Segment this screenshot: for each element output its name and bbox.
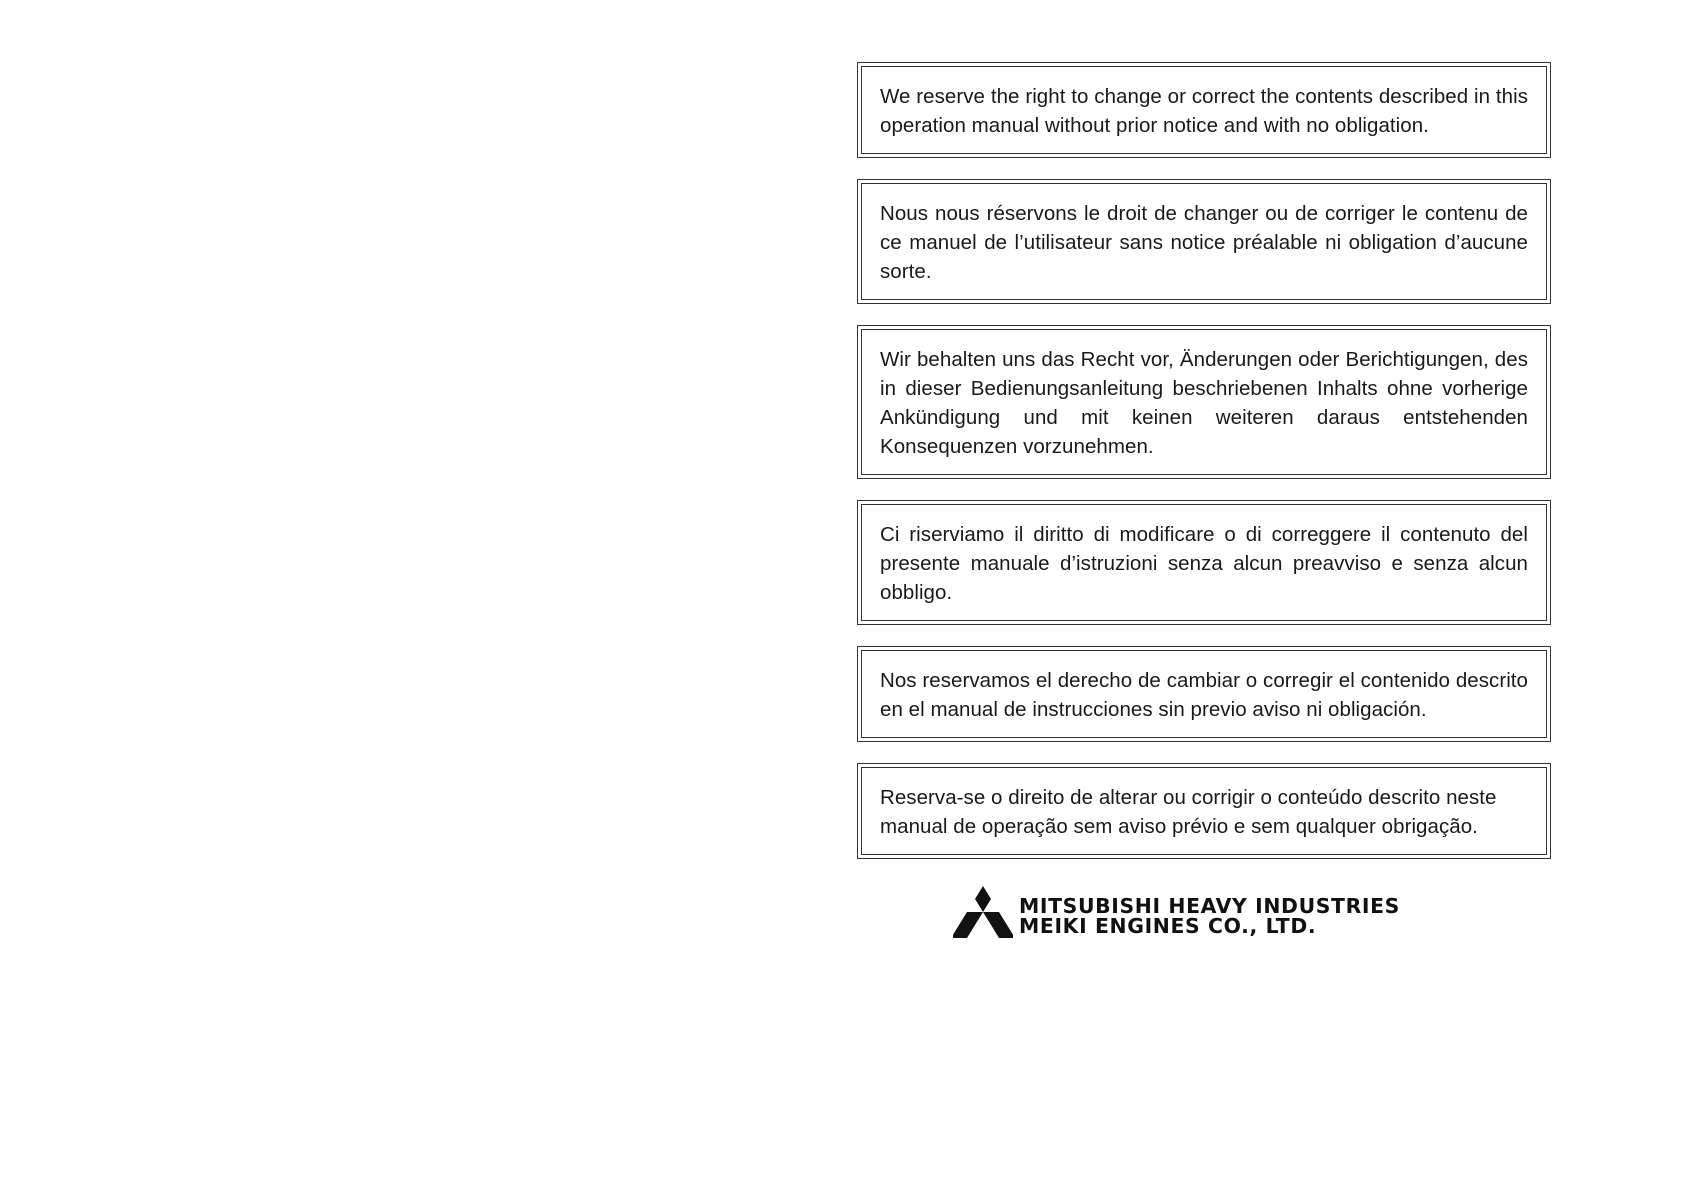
notice-text-portuguese: Reserva-se o direito de alterar ou corrigir o conteúdo descrito neste manual de operação sem aviso prévio e sem qualquer obrigação. — [861, 767, 1547, 855]
notice-text-english: We reserve the right to change or correct the contents described in this operation manual without prior notice and with no obligation. — [861, 66, 1547, 154]
notice-box-portuguese — [857, 763, 1551, 859]
notice-text-french: Nous nous réservons le droit de changer ou de corriger le contenu de ce manuel de l’utilisateur sans notice préalable ni obligation d’aucune sorte. — [861, 183, 1547, 300]
notice-box-german — [857, 325, 1551, 479]
notice-box-italian — [857, 500, 1551, 625]
notice-box-french — [857, 179, 1551, 304]
notice-box-spanish — [857, 646, 1551, 742]
notice-text-spanish: Nos reservamos el derecho de cambiar o corregir el contenido descrito en el manual de instrucciones sin previo aviso ni obligación. — [861, 650, 1547, 738]
notice-box-english — [857, 62, 1551, 158]
notice-column — [857, 62, 1551, 880]
company-logo — [953, 886, 1400, 938]
company-name-line1: MITSUBISHI HEAVY INDUSTRIES — [1019, 894, 1400, 918]
company-name — [1019, 896, 1400, 936]
notice-text-german: Wir behalten uns das Recht vor, Änderungen oder Berichtigungen, des in dieser Bedienungsanleitung beschriebenen Inhalts ohne vorherige Ankündigung und mit keinen weiteren daraus entstehenden Konsequenzen vorzunehmen. — [861, 329, 1547, 475]
notice-text-italian: Ci riserviamo il diritto di modificare o di correggere il contenuto del presente manuale d’istruzioni senza alcun preavviso e senza alcun obbligo. — [861, 504, 1547, 621]
three-diamonds-icon — [953, 886, 1013, 938]
company-name-line2: MEIKI ENGINES CO., LTD. — [1019, 914, 1317, 938]
